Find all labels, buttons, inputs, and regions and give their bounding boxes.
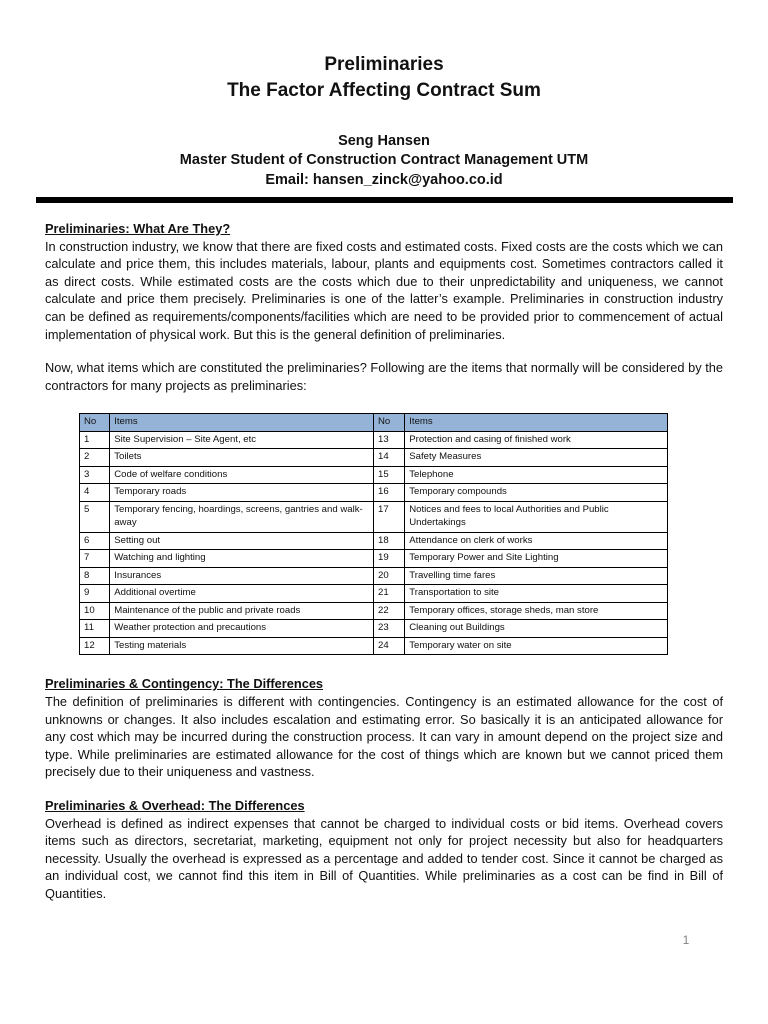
table-cell: 13 [373,431,404,449]
table-cell: 23 [373,620,404,638]
table-row [80,501,668,532]
table-cell: 7 [80,550,110,568]
table-cell: Protection and casing of finished work [405,431,668,449]
table-cell: Telephone [405,466,668,484]
table-cell: 8 [80,567,110,585]
table-cell: Temporary roads [110,484,374,502]
author-email: Email: hansen_zinck@yahoo.co.id [265,172,503,188]
column-header-no: No [373,414,404,432]
author-name: Seng Hansen [338,133,430,149]
column-header-items: Items [405,414,668,432]
table-cell: Toilets [110,449,374,467]
section-paragraph: The definition of preliminaries is different with contingencies. Contingency is an estimated allowance for the cost of unknowns or changes. It also includes escalation and estimating error. So basically it is an anticipated allowance for any cost which may be incurred during the construction process. It can vary in amount depend on the project size and type. While preliminaries are estimated allowance for the cost of things which are known but we cannot priced them precisely due to their uniqueness and vastness. [45,693,723,780]
table-cell: Temporary offices, storage sheds, man store [405,602,668,620]
table-cell: 22 [373,602,404,620]
section-paragraph: In construction industry, we know that there are fixed costs and estimated costs. Fixed costs are the costs which we can calculate and price them, this includes materials, labour, plants and equipments cost. Sometimes contractors called it as direct costs. While estimated costs are the costs which due to their unpredictability and uniqueness, we cannot calculate and price them precisely. Preliminaries is one of the latter’s example. Preliminaries in construction industry can be defined as requirements/components/facilities which are need to be provided prior to commencement of actual implementation of physical work. But this is the general definition of preliminaries. [45,238,723,342]
table-header-row [80,414,668,432]
table-row [80,449,668,467]
table-cell: Code of welfare conditions [110,466,374,484]
table-cell: 10 [80,602,110,620]
table-cell: Temporary Power and Site Lighting [405,550,668,568]
table-cell: Watching and lighting [110,550,374,568]
document-subtitle: The Factor Affecting Contract Sum [227,80,541,101]
table-cell: Cleaning out Buildings [405,620,668,638]
table-row [80,431,668,449]
table-row [80,602,668,620]
table-row [80,532,668,550]
document-body [45,220,723,902]
table-cell: Temporary water on site [405,637,668,655]
section-paragraph: Overhead is defined as indirect expenses that cannot be charged to individual costs or bid items. Overhead covers items such as directors, secretariat, marketing, equipment not only for project necessity but also for headquarters necessity. Usually the overhead is expressed as a percentage and added to tender cost. Since it cannot be charged as an individual cost, we cannot find this item in Bill of Quantities. While preliminaries as a cost can be find in Bill of Quantities. [45,815,723,901]
table-cell: Maintenance of the public and private roads [110,602,374,620]
table-cell: 17 [373,501,404,532]
table-cell: 15 [373,466,404,484]
table-cell: 1 [80,431,110,449]
table-row [80,585,668,603]
table-row [80,484,668,502]
table-cell: 18 [373,532,404,550]
table-cell: 12 [80,637,110,655]
table-cell: 6 [80,532,110,550]
table-cell: Transportation to site [405,585,668,603]
table-cell: 4 [80,484,110,502]
document-title: Preliminaries [324,54,444,75]
table-cell: 5 [80,501,110,532]
table-cell: Additional overtime [110,585,374,603]
table-cell: Insurances [110,567,374,585]
table-cell: Weather protection and precautions [110,620,374,638]
table-row [80,466,668,484]
table-cell: 2 [80,449,110,467]
section-paragraph: Now, what items which are constituted the preliminaries? Following are the items that normally will be considered by the contractors for many projects as preliminaries: [45,360,723,393]
table-cell: Safety Measures [405,449,668,467]
table-cell: 20 [373,567,404,585]
table-cell: Site Supervision – Site Agent, etc [110,431,374,449]
table-row [80,620,668,638]
section-heading-contingency: Preliminaries & Contingency: The Differences [45,676,324,692]
table-cell: 16 [373,484,404,502]
author-affiliation: Master Student of Construction Contract Management UTM [179,152,589,168]
page-number: 1 [682,933,690,947]
preliminaries-items-table [79,413,668,655]
table-cell: Testing materials [110,637,374,655]
table-cell: Notices and fees to local Authorities and Public Undertakings [405,501,668,532]
column-header-no: No [80,414,110,432]
table-cell: Travelling time fares [405,567,668,585]
table-cell: 3 [80,466,110,484]
table-cell: Temporary fencing, hoardings, screens, gantries and walk-away [110,501,374,532]
header-divider [36,197,733,203]
table-cell: 21 [373,585,404,603]
table-cell: 19 [373,550,404,568]
table-cell: 9 [80,585,110,603]
table-cell: Setting out [110,532,374,550]
table-cell: Temporary compounds [405,484,668,502]
table-cell: Attendance on clerk of works [405,532,668,550]
table-cell: 14 [373,449,404,467]
column-header-items: Items [110,414,374,432]
section-heading-overhead: Preliminaries & Overhead: The Differences [45,797,305,813]
section-heading-what-are-they: Preliminaries: What Are They? [45,221,231,236]
table-row [80,567,668,585]
table-row [80,637,668,655]
table-row [80,550,668,568]
table-cell: 11 [80,620,110,638]
table-cell: 24 [373,637,404,655]
